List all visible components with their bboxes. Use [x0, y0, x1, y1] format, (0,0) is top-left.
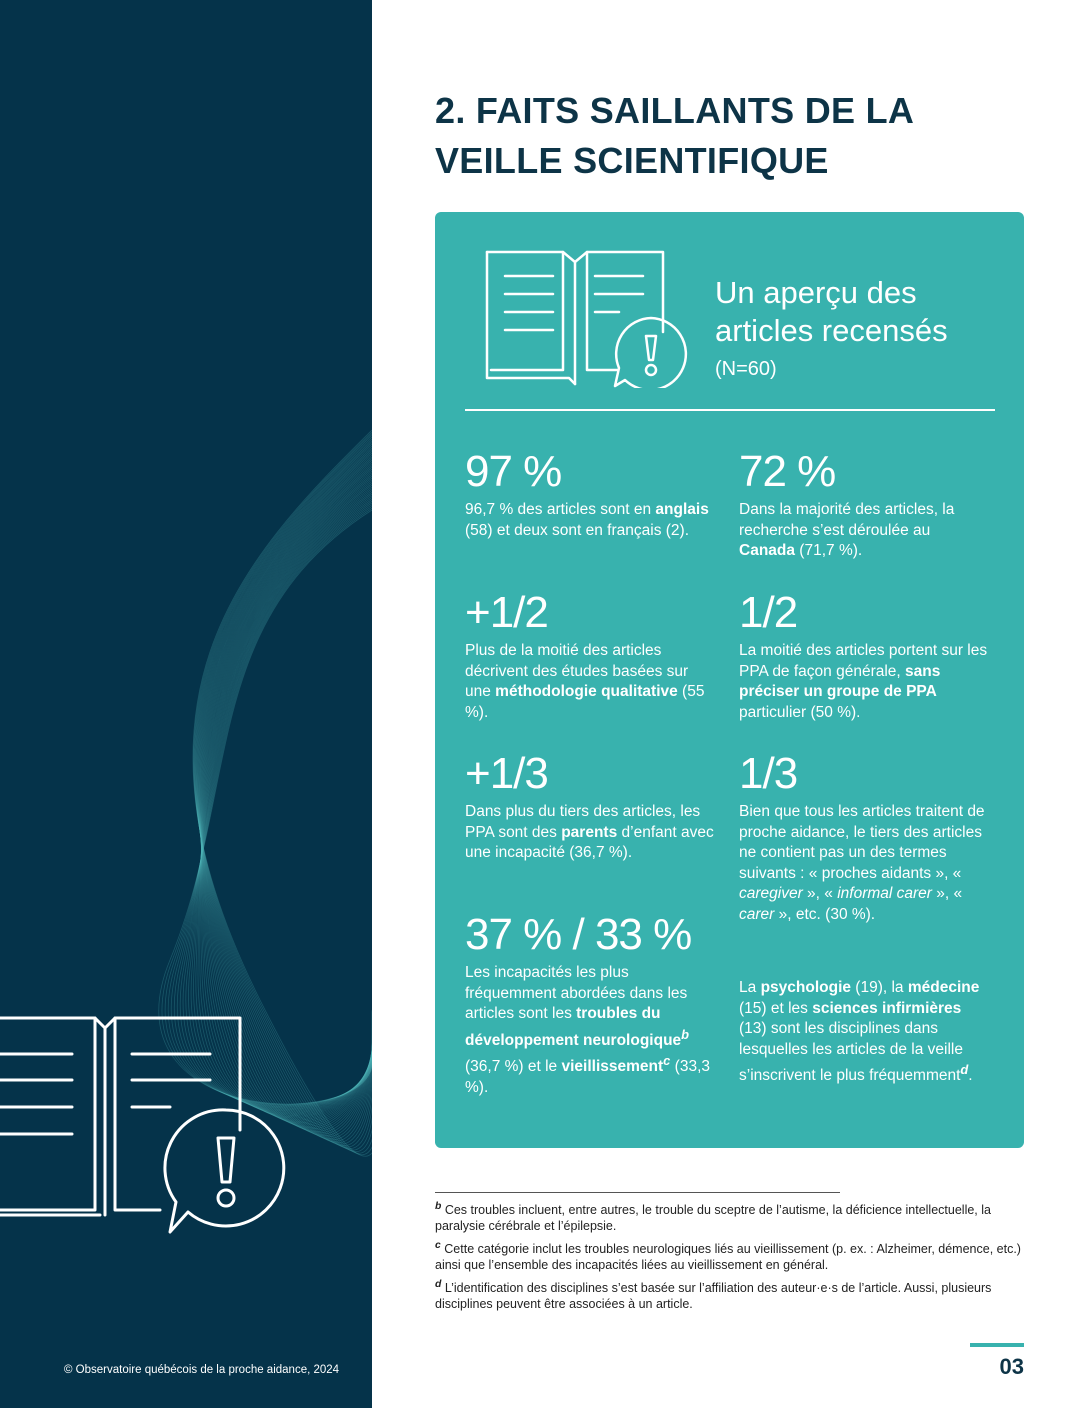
- stat-description: La moitié des articles portent sur les PPA de façon générale, sans préciser un groupe de PPA particulier (50 %).: [739, 642, 988, 721]
- stat-parents: [465, 748, 715, 864]
- stat-canada: [739, 446, 989, 562]
- card-title-line-2: articles recensés: [715, 313, 948, 348]
- stat-description: Dans plus du tiers des articles, les PPA sont des parents d’enfant avec une incapacité (36,7 %).: [465, 803, 714, 861]
- stat-value: 97 %: [465, 447, 562, 496]
- page-title: [435, 86, 1035, 186]
- card-title: [715, 274, 948, 350]
- stat-qualitative: [465, 587, 715, 723]
- sidebar: [0, 0, 372, 1408]
- divider: [465, 409, 995, 411]
- stat-description: 96,7 % des articles sont en anglais (58) et deux sont en français (2).: [465, 501, 709, 539]
- title-line-1: 2. FAITS SAILLANTS DE LA: [435, 90, 915, 131]
- card-title-line-1: Un aperçu des: [715, 275, 917, 310]
- sample-size: (N=60): [715, 358, 777, 380]
- title-line-2: VEILLE SCIENTIFIQUE: [435, 140, 829, 181]
- stat-terms: [739, 748, 989, 925]
- stat-description: La psychologie (19), la médecine (15) et les sciences infirmières (13) sont les disciplines dans lesquelles les articles de la veille s’inscrivent le plus fréquemment$^d$.: [739, 979, 980, 1085]
- footnote-b: $^b$ Ces troubles incluent, entre autres, le trouble du sceptre de l’autisme, la déficience intellectuelle, la paralysie cérébrale et l’épilepsie.: [435, 1201, 991, 1234]
- stat-description: Plus de la moitié des articles décrivent des études basées sur une méthodologie qualitative (55 %).: [465, 642, 705, 721]
- stat-value: 72 %: [739, 447, 836, 496]
- summary-card: [435, 212, 1024, 1148]
- stat-disabilities: [465, 909, 715, 1098]
- stat-value: 1/2: [739, 588, 798, 637]
- stat-english: [465, 446, 715, 541]
- book-alert-icon: [0, 1010, 300, 1250]
- footnote-c: $^c$ Cette catégorie inclut les troubles neurologiques liés au vieillissement (p. ex. : Alzheimer, démence, etc.) ainsi que l’ensemble des incapacités liées au vieillissement en général.: [435, 1240, 1021, 1273]
- stat-general-ppa: [739, 587, 989, 723]
- footnotes: [435, 1192, 1025, 1316]
- stat-description: Bien que tous les articles traitent de proche aidance, le tiers des articles ne contient pas un des termes suivants : « proches aidants », « caregiver », « informal carer », « carer », etc. (30 %).: [739, 803, 985, 923]
- stat-description: Dans la majorité des articles, la recherche s’est déroulée au Canada (71,7 %).: [739, 501, 955, 559]
- stat-disciplines: [739, 976, 989, 1087]
- footnote-d: $^d$ L’identification des disciplines s’est basée sur l’affiliation des auteur·e·s de l’article. Aussi, plusieurs disciplines peuvent être associées à un article.: [435, 1279, 992, 1312]
- stat-value: 37 % / 33 %: [465, 910, 692, 959]
- page-number-rule: [970, 1343, 1024, 1347]
- book-alert-icon: [483, 248, 695, 388]
- footnote-divider: [435, 1192, 840, 1193]
- stat-value: +1/2: [465, 588, 548, 637]
- page-number: 03: [999, 1354, 1024, 1379]
- stat-value: +1/3: [465, 749, 548, 798]
- copyright: © Observatoire québécois de la proche aidance, 2024: [64, 1364, 340, 1376]
- stat-value: 1/3: [739, 749, 798, 798]
- stat-description: Les incapacités les plus fréquemment abordées dans les articles sont les troubles du développement neurologique$^b$ (36,7 %) et le vieillissement$^c$ (33,3 %).: [465, 964, 710, 1096]
